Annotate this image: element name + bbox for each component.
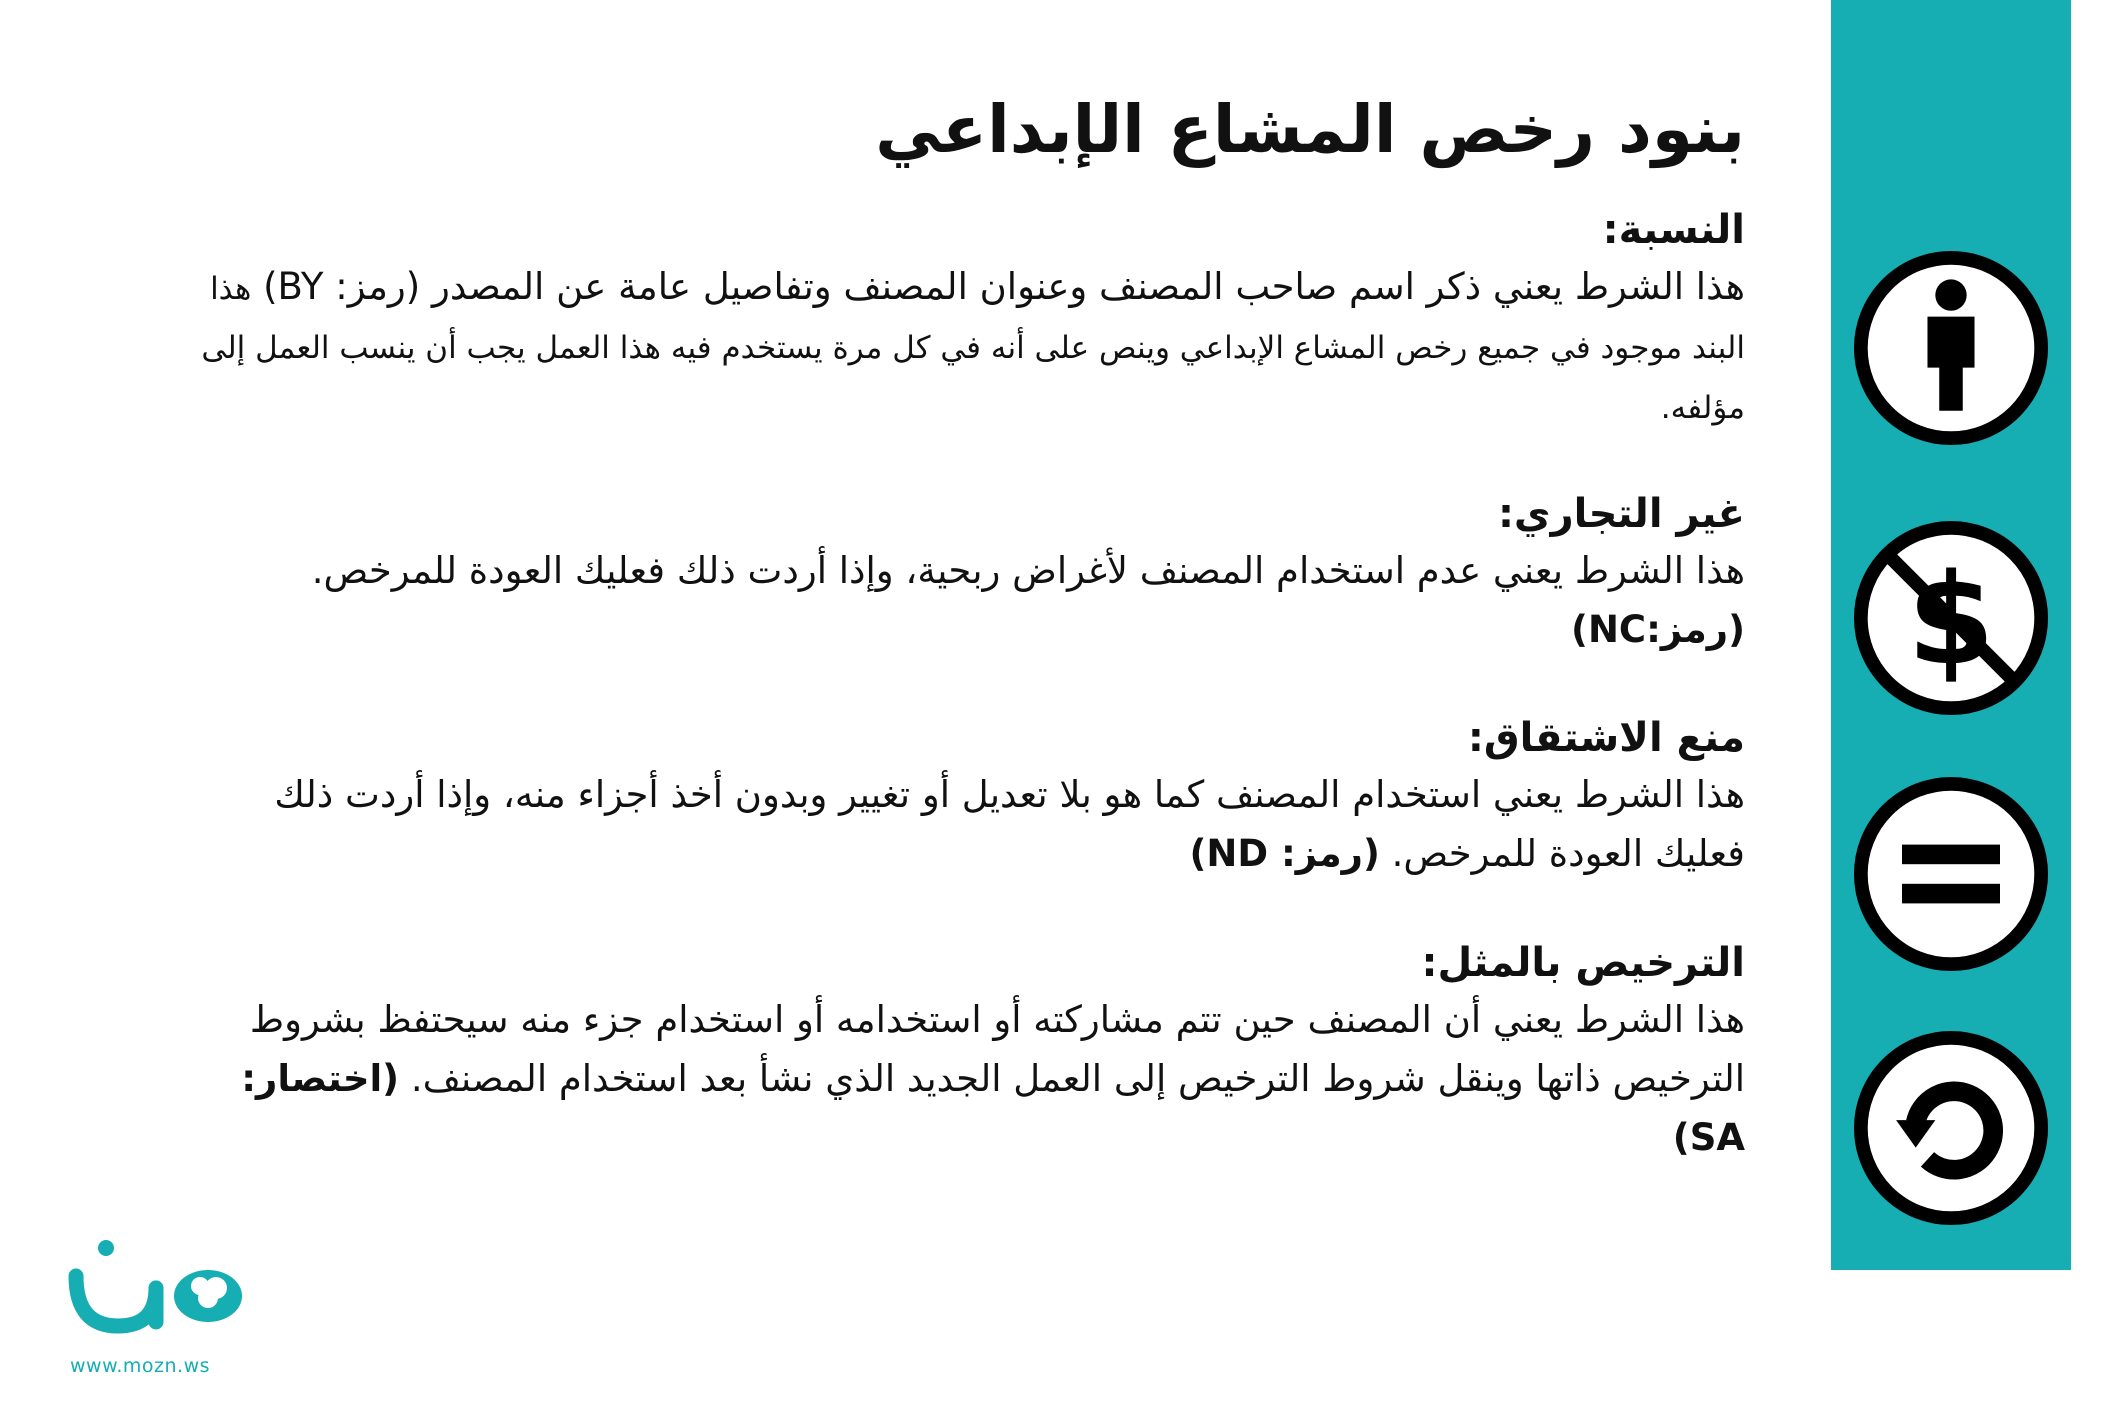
section-body-text: هذا الشرط يعني عدم استخدام المصنف لأغراض ربحية، وإذا أردت ذلك فعليك العودة للمرخص. — [311, 548, 1745, 592]
section-body-text: هذا الشرط يعني ذكر اسم صاحب المصنف وعنوان المصنف وتفاصيل عامة عن المصدر (رمز: BY) — [263, 265, 1745, 309]
section-body-text: هذا الشرط يعني أن المصنف حين تتم مشاركته أو استخدامه أو استخدام جزء منه سيحتفظ بشروط الترخيص ذاتها وينقل شروط الترخيص إلى العمل الجديد الذي نشأ بعد استخدام المصنف. — [249, 997, 1745, 1100]
share-alike-icon — [1853, 1030, 2049, 1226]
section-heading: الترخيص بالمثل: — [1421, 939, 1745, 986]
website-url: www.mozn.ws — [70, 1355, 211, 1377]
section-non-commercial — [200, 487, 1745, 659]
icon-sidebar — [1831, 0, 2071, 1270]
section-code: (رمز:NC) — [1571, 607, 1745, 651]
no-derivatives-icon — [1853, 776, 2049, 972]
main-content — [200, 90, 1745, 1167]
section-body — [200, 541, 1745, 659]
section-heading: غير التجاري: — [1497, 490, 1745, 537]
section-code: (رمز: ND) — [1189, 832, 1380, 876]
section-heading: النسبة: — [1602, 207, 1745, 254]
section-body-text: هذا الشرط يعني استخدام المصنف كما هو بلا تعديل أو تغيير وبدون أخذ أجزاء منه، وإذا أردت ذلك فعليك العودة للمرخص. — [274, 773, 1745, 876]
section-no-derivatives — [200, 711, 1745, 883]
page-title: بنود رخص المشاع الإبداعي — [875, 91, 1745, 168]
section-attribution — [200, 203, 1745, 435]
section-body — [200, 990, 1745, 1168]
section-body-note: هذا البند موجود في جميع رخص المشاع الإبداعي وينص على أنه في كل مرة يستخدم فيه هذا العمل يجب أن ينسب العمل إلى مؤلفه. — [201, 271, 1745, 426]
svg-text:$: $ — [1907, 547, 1995, 694]
non-commercial-icon — [1853, 520, 2049, 716]
attribution-icon — [1853, 250, 2049, 446]
section-body — [200, 765, 1745, 883]
section-heading: منع الاشتقاق: — [1467, 715, 1745, 762]
section-body — [200, 257, 1745, 435]
section-share-alike — [200, 936, 1745, 1168]
mozn-logo — [68, 1236, 248, 1344]
section-code: (اختصار: SA) — [241, 1056, 1745, 1159]
